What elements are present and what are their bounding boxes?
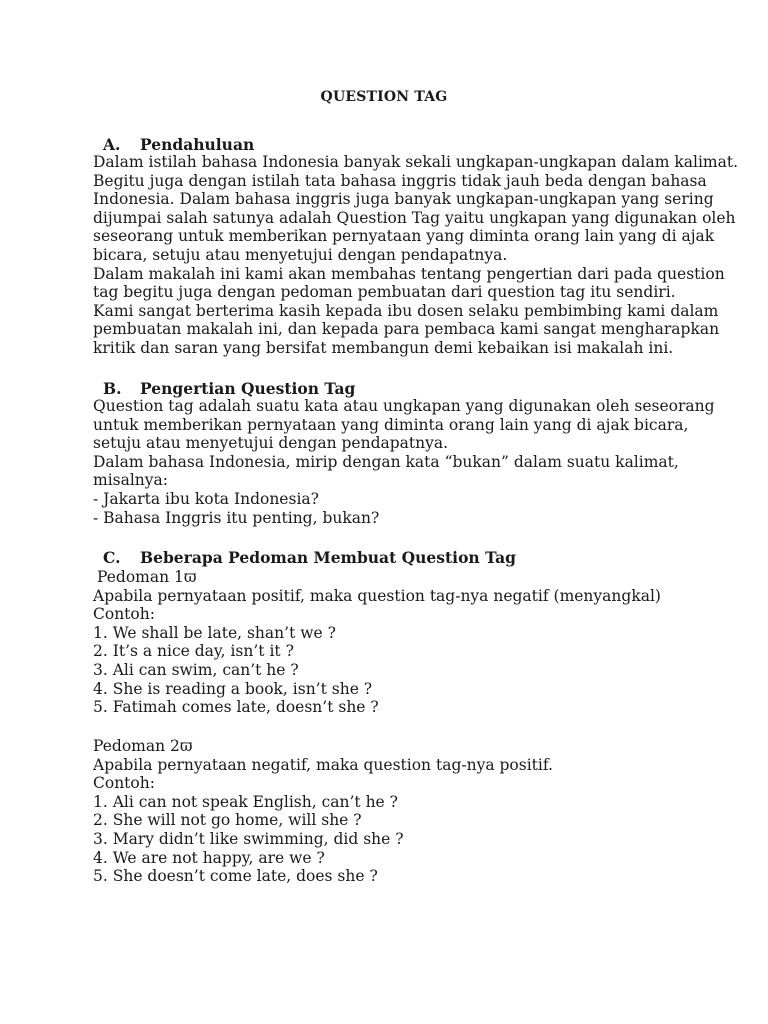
section-b-title: Pengertian Question Tag xyxy=(140,379,356,398)
paragraph-line: Dalam istilah bahasa Indonesia banyak sekali ungkapan-ungkapan dalam kalimat. xyxy=(93,153,738,171)
list-item: 4. She is reading a book, isn’t she ? xyxy=(93,679,373,698)
paragraph-line: bicara, setuju atau menyetujui dengan pendapatnya. xyxy=(93,245,508,264)
list-item: 2. It’s a nice day, isn’t it ? xyxy=(93,642,294,661)
section-c-title: Beberapa Pedoman Membuat Question Tag xyxy=(140,548,517,567)
paragraph-line: setuju atau menyetujui dengan pendapatnya. xyxy=(93,434,449,453)
pedoman-1-block xyxy=(93,568,733,717)
list-item: 3. Ali can swim, can’t he ? xyxy=(93,660,299,679)
section-a-title: Pendahuluan xyxy=(140,135,255,154)
document-title: QUESTION TAG xyxy=(320,89,448,105)
pedoman-2-block xyxy=(93,737,733,886)
paragraph-line: Dalam makalah ini kami akan membahas tentang pengertian dari pada question xyxy=(93,264,725,283)
pedoman-2-rule: Apabila pernyataan negatif, maka question tag-nya positif. xyxy=(93,755,553,774)
list-item: 1. We shall be late, shan’t we ? xyxy=(93,623,336,642)
section-a-marker: A. xyxy=(103,135,121,154)
section-b-marker: B. xyxy=(103,379,122,398)
section-a-heading xyxy=(103,135,254,154)
pedoman-2-contoh: Contoh: xyxy=(93,774,155,793)
list-item: 5. Fatimah comes late, doesn’t she ? xyxy=(93,698,379,717)
section-a-body xyxy=(93,153,738,358)
paragraph-line: misalnya: xyxy=(93,471,169,490)
paragraph-line: Kami sangat berterima kasih kepada ibu dosen selaku pembimbing kami dalam xyxy=(93,301,719,320)
list-item: - Jakarta ibu kota Indonesia? xyxy=(93,489,319,508)
list-item: 4. We are not happy, are we ? xyxy=(93,848,325,867)
paragraph-line: seseorang untuk memberikan pernyataan yang diminta orang lain yang di ajak xyxy=(93,227,715,246)
paragraph-line: pembuatan makalah ini, dan kepada para pembaca kami sangat mengharapkan xyxy=(93,320,720,339)
paragraph-line: kritik dan saran yang bersifat membangun demi kebaikan isi makalah ini. xyxy=(93,338,674,357)
list-item: 5. She doesn’t come late, does she ? xyxy=(93,867,378,886)
pedoman-1-rule: Apabila pernyataan positif, maka question tag-nya negatif (menyangkal) xyxy=(93,586,661,605)
paragraph-line: dijumpai salah satunya adalah Question Tag yaitu ungkapan yang digunakan oleh xyxy=(93,208,736,227)
pedoman-1-contoh: Contoh: xyxy=(93,605,155,624)
paragraph-line: Dalam bahasa Indonesia, mirip dengan kata “bukan” dalam suatu kalimat, xyxy=(93,452,679,471)
section-b-body xyxy=(93,397,733,527)
paragraph-line: Begitu juga dengan istilah tata bahasa inggris tidak jauh beda dengan bahasa xyxy=(93,171,707,190)
pedoman-1-label: Pedoman 1ϖ xyxy=(97,568,197,586)
list-item: 1. Ali can not speak English, can’t he ? xyxy=(93,792,398,811)
list-item: - Bahasa Inggris itu penting, bukan? xyxy=(93,508,380,527)
paragraph-line: tag begitu juga dengan pedoman pembuatan dari question tag itu sendiri. xyxy=(93,283,676,302)
section-c-marker: C. xyxy=(103,548,121,567)
pedoman-2-label: Pedoman 2ϖ xyxy=(93,737,193,755)
list-item: 3. Mary didn’t like swimming, did she ? xyxy=(93,829,404,848)
paragraph-line: Indonesia. Dalam bahasa inggris juga banyak ungkapan-ungkapan yang sering xyxy=(93,190,714,209)
paragraph-line: untuk memberikan pernyataan yang diminta orang lain yang di ajak bicara, xyxy=(93,415,689,434)
section-c-heading xyxy=(103,548,516,567)
list-item: 2. She will not go home, will she ? xyxy=(93,811,362,830)
paragraph-line: Question tag adalah suatu kata atau ungkapan yang digunakan oleh seseorang xyxy=(93,397,715,415)
section-b-heading xyxy=(103,379,355,398)
